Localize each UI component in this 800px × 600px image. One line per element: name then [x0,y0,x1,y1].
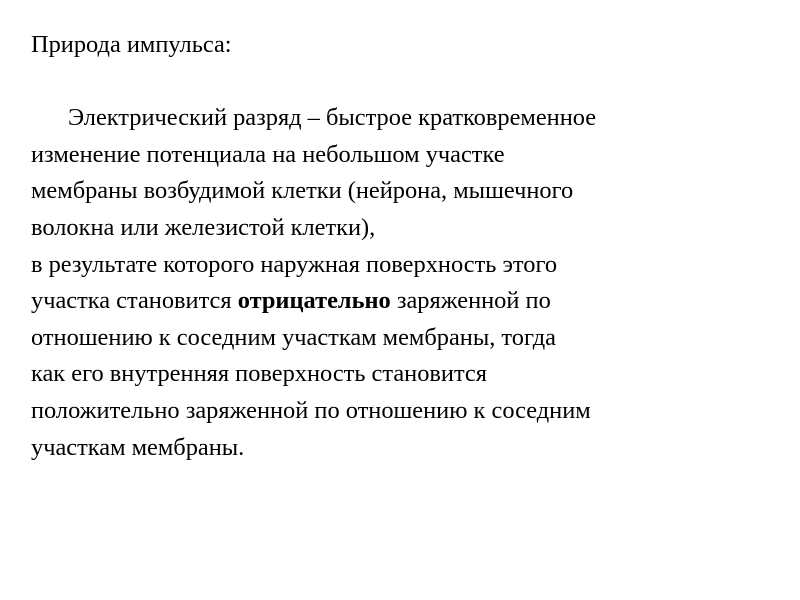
blank-line [31,64,771,101]
definition-paragraph [31,100,771,466]
bold-term: отрицательно [237,287,391,315]
slide-title: Природа импульса: [31,31,232,58]
line-6-text-after: заряженной по [390,287,551,315]
paragraph-line-9: положительно заряженной по отношению к соседним [31,396,591,424]
paragraph-line-8: как его внутренняя поверхность становится [31,360,487,388]
paragraph-line-1: Электрический разряд – быстрое кратковременное [68,104,597,132]
paragraph-line-7: отношению к соседним участкам мембраны, тогда [31,323,556,351]
paragraph-line-10: участкам мембраны. [31,433,245,461]
paragraph-line-3: мембраны возбудимой клетки (нейрона, мышечного [31,177,574,205]
slide-content [31,27,771,466]
paragraph-line-6 [31,283,771,320]
line-6-text-before: участка становится [31,287,238,315]
paragraph-line-4: волокна или железистой клетки), [31,213,376,241]
paragraph-line-2: изменение потенциала на небольшом участке [31,140,505,168]
paragraph-line-5: в результате которого наружная поверхность этого [31,250,558,278]
